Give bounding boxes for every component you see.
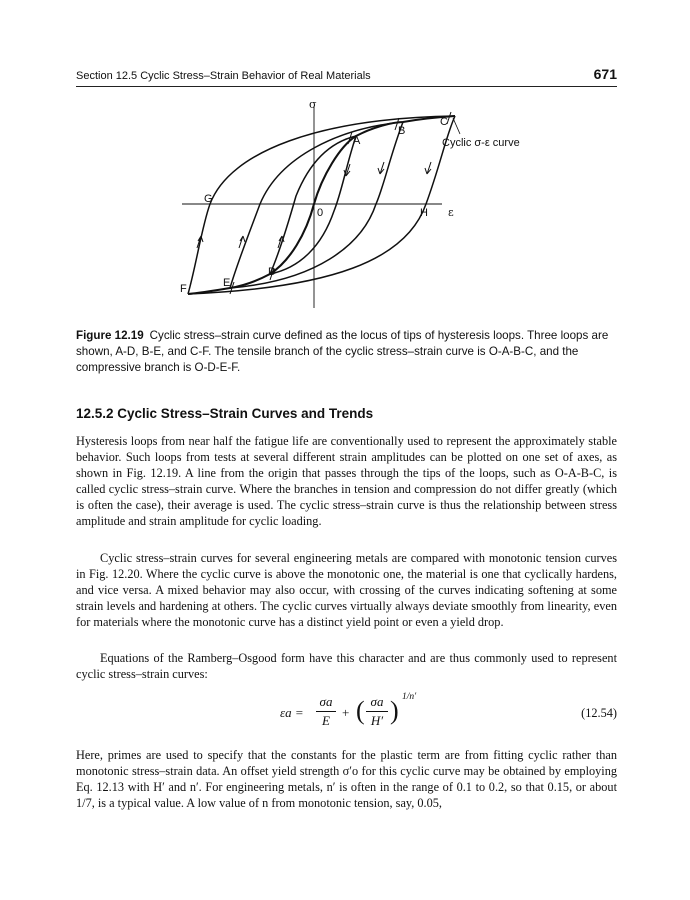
epsilon-axis-label: ε	[448, 206, 454, 219]
paragraph-1: Hysteresis loops from near half the fatigue life are conventionally used to represent the approximately stable behavior. Such loops from tests at several different strain amplitudes can be plotted on one set of axes, as shown in Fig. 12.19. A line from the origin that passes through the tips of the loops, such as O-A-B-C, is called cyclic stress–strain curve. Where the branches in tension and compression do not differ greatly (which is often the case), their average is used. The cyclic stress–strain curve is thus the relationship between stress amplitude and strain amplitude for cyclic loading.	[76, 434, 617, 528]
point-label-g: G	[204, 193, 213, 205]
cyclic-curve-compressive-branch	[188, 204, 314, 294]
point-label-b: B	[398, 125, 406, 137]
arrow-down-c	[425, 162, 431, 174]
point-label-e: E	[223, 277, 231, 289]
fraction-elastic-denominator: E	[322, 713, 330, 728]
running-head	[76, 66, 617, 86]
point-label-d: D	[268, 266, 276, 278]
loop-be-upper-branch	[230, 122, 406, 288]
paragraph-2: Cyclic stress–strain curves for several engineering metals are compared with monotonic tension curves in Fig. 12.20. Where the cyclic curve is above the monotonic one, the material is one that cyclically hardens, and vice versa. A mixed behavior may also occur, with crossing of the curves indicating softening at some strain levels and hardening at others. The cyclic curves virtually always deviate smoothly from linearity, even for materials where the monotonic curve has a distinct yield point or even a yield drop.	[76, 551, 617, 629]
page-number: 671	[593, 66, 617, 82]
point-label-origin: 0	[317, 207, 324, 219]
fraction-elastic	[316, 694, 336, 729]
fraction-plastic-numerator: σa	[370, 694, 384, 709]
hysteresis-loops-diagram	[150, 96, 550, 316]
running-head-section: Section 12.5 Cyclic Stress–Strain Behavior of Real Materials	[76, 70, 371, 82]
fraction-plastic-bar	[366, 711, 388, 712]
equation-number: (12.54)	[581, 706, 617, 720]
section-heading: 12.5.2 Cyclic Stress–Strain Curves and Trends	[76, 406, 374, 421]
fraction-elastic-bar	[316, 711, 336, 712]
fraction-plastic-denominator: H′	[370, 713, 384, 728]
loop-cf-upper-branch	[188, 116, 455, 294]
point-label-c: C	[440, 116, 448, 128]
paren-open: (	[356, 696, 365, 725]
arrow-down-b	[378, 162, 384, 174]
figure-caption	[76, 328, 616, 376]
paragraph-4: Here, primes are used to specify that the constants for the plastic term are from fitting cyclic rather than monotonic stress–strain data. An offset yield strength σ′o for this cyclic curve may be obtained by employing Eq. 12.13 with H′ and n′. For engineering metals, n′ is often in the range of 0.1 to 0.2, so that 0.15, or about 1/7, is a typical value. A low value of n from monotonic tension, say, 0.05,	[76, 748, 617, 810]
caption-text: Cyclic stress–strain curve defined as the locus of tips of hysteresis loops. Three loops are shown, A-D, B-E, and C-F. The tensile branch of the cyclic stress–strain curve is O-A-B-C, and the compressive branch is O-D-E-F.	[76, 329, 609, 374]
equation-exponent: 1/n′	[402, 692, 417, 702]
fraction-elastic-numerator: σa	[319, 694, 333, 709]
sigma-axis-label: σ	[309, 98, 317, 111]
curve-label-leader	[453, 118, 460, 134]
header-rule	[76, 86, 617, 87]
cyclic-curve-label: Cyclic σ-ε curve	[442, 137, 520, 149]
loop-cf-lower-branch	[188, 116, 455, 294]
point-label-h: H	[420, 207, 428, 219]
paragraph-3: Equations of the Ramberg–Osgood form have this character and are thus commonly used to represent cyclic stress–strain curves:	[76, 651, 617, 681]
figure-number: Figure 12.19	[76, 329, 144, 342]
equation-12-54	[280, 692, 480, 732]
cyclic-curve-tensile-branch	[314, 116, 455, 204]
point-label-a: A	[353, 135, 361, 147]
point-label-f: F	[180, 283, 187, 295]
paren-close: )	[390, 696, 399, 725]
equation-plus: +	[342, 705, 350, 720]
figure-12-19	[150, 96, 550, 316]
fraction-plastic	[366, 694, 388, 729]
equation-lhs: εa =	[280, 705, 304, 720]
